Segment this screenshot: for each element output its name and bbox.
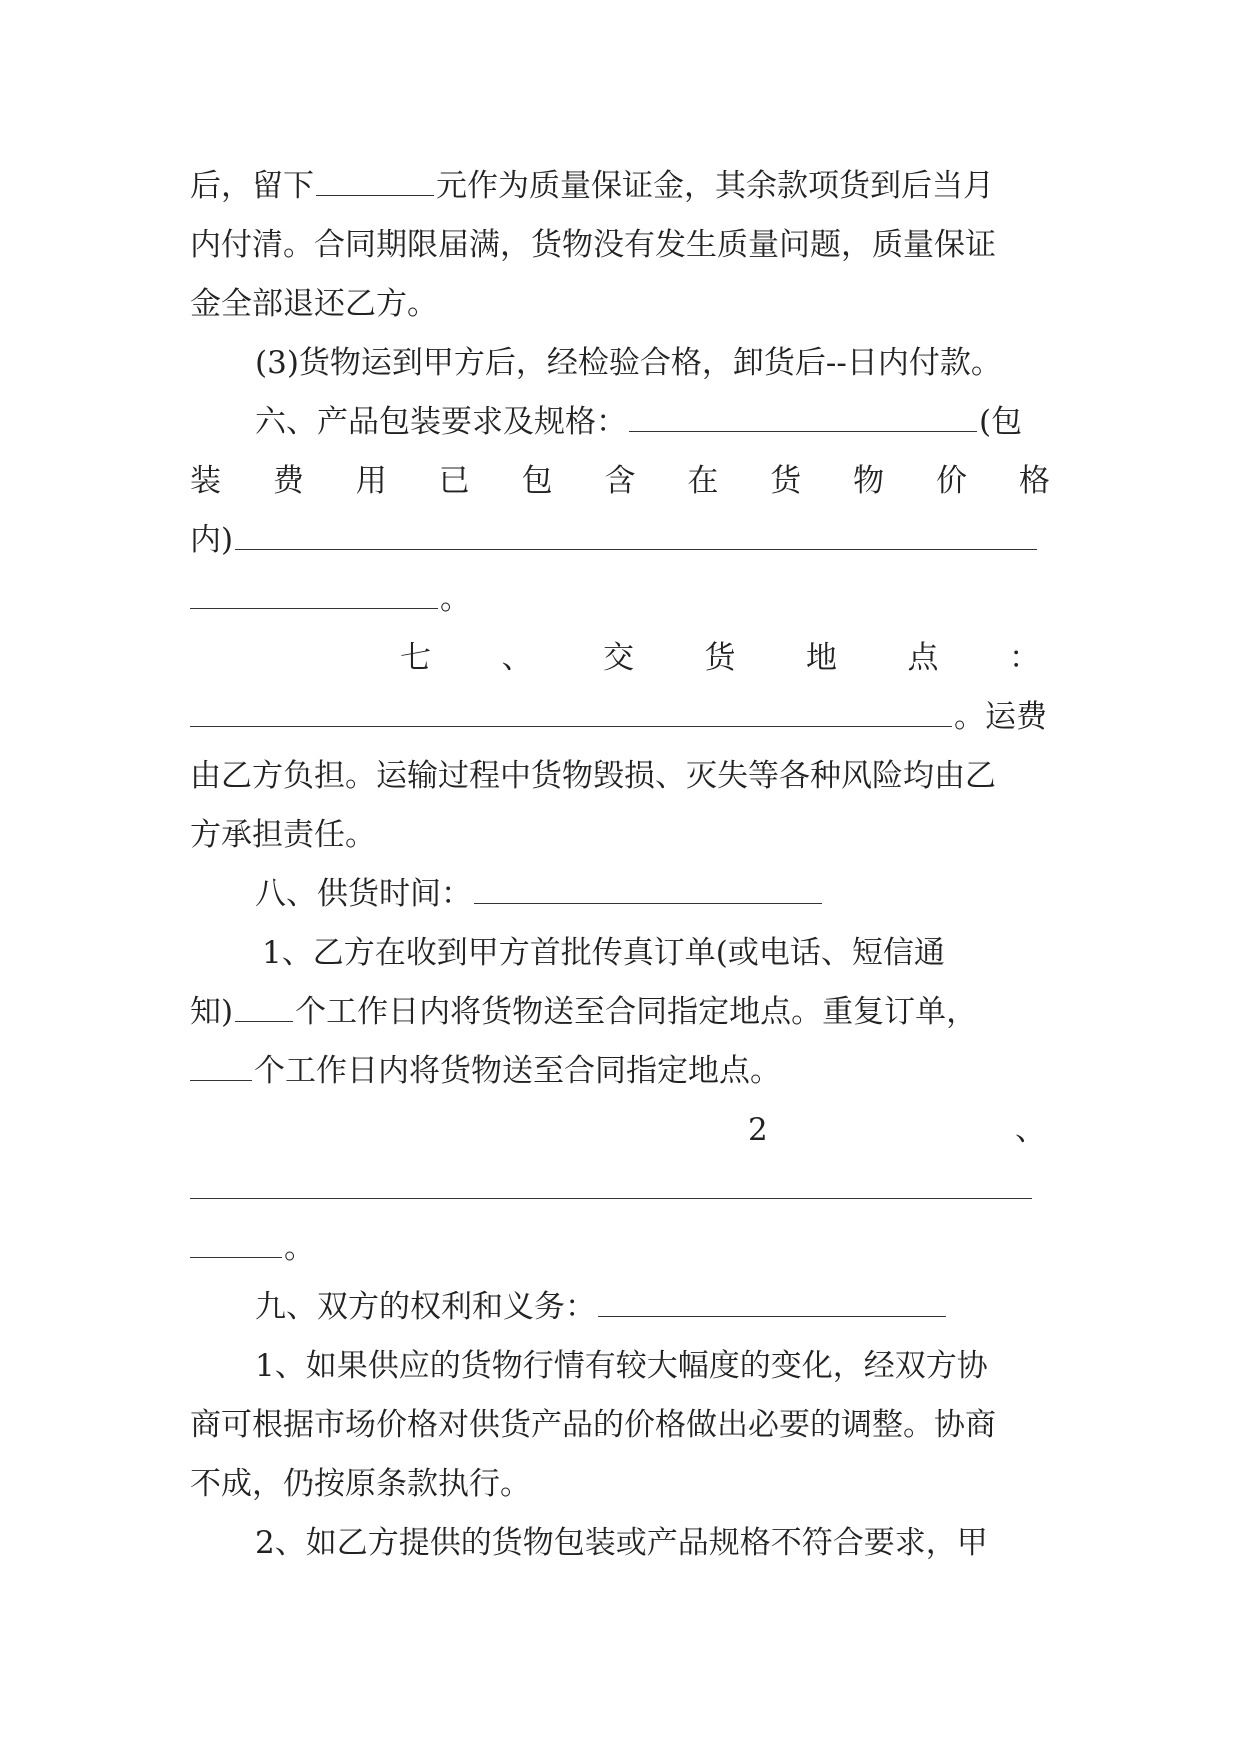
char: 包 (521, 463, 553, 499)
blank-underline (598, 1286, 946, 1317)
text-segment: (包 (979, 404, 1023, 440)
text-segment: 六、产品包装要求及规格： (255, 404, 627, 440)
text-segment: 八、供货时间： (255, 876, 472, 912)
text-segment: 。运费 (954, 699, 1047, 735)
text-line (190, 1160, 1050, 1218)
char: 交 (603, 640, 634, 676)
text-segment: 知) (190, 994, 234, 1030)
text-segment: 。 (440, 581, 471, 617)
blank-underline (190, 1227, 282, 1258)
char: 点 (907, 640, 939, 676)
blank-underline (190, 1050, 252, 1081)
text-line (190, 1219, 1050, 1277)
char: 地 (806, 640, 837, 676)
text-line: 内付清。合同期限届满，货物没有发生质量问题，质量保证 (190, 227, 996, 263)
text-line: (3)货物运到甲方后，经检验合格，卸货后--日内付款。 (255, 345, 1002, 381)
text-line: 2、如乙方提供的货物包装或产品规格不符合要求，甲 (255, 1525, 988, 1561)
text-line (255, 1278, 1050, 1336)
text-line: 商可根据市场价格对供货产品的价格做出必要的调整。协商 (190, 1407, 996, 1443)
text-segment: 元作为质量保证金，其余款项货到后当月 (436, 168, 994, 204)
char: 已 (438, 463, 470, 499)
char: 含 (604, 463, 636, 499)
text-line (255, 865, 1050, 923)
text-line (190, 157, 1050, 215)
text-segment: 九、双方的权利和义务： (255, 1289, 596, 1325)
text-line (190, 1042, 1050, 1100)
justified-line (400, 629, 1040, 687)
text-line: 由乙方负担。运输过程中货物毁损、灭失等各种风险均由乙 (190, 758, 996, 794)
justified-line (190, 452, 1050, 510)
char: 用 (355, 463, 387, 499)
text-line (190, 688, 1050, 746)
char: 在 (687, 463, 719, 499)
char: 格 (1018, 463, 1050, 499)
blank-underline (190, 696, 952, 727)
text-segment: 。 (284, 1230, 315, 1266)
blank-underline (190, 578, 438, 609)
justified-line (748, 1101, 1046, 1159)
text-segment: 后，留下 (190, 168, 314, 204)
char: 价 (936, 463, 968, 499)
blank-underline (235, 991, 293, 1022)
text-segment: 个工作日内将货物送至合同指定地点。重复订单， (295, 994, 978, 1030)
char: 物 (853, 463, 885, 499)
char: 、 (1015, 1112, 1046, 1148)
text-line: 1、如果供应的货物行情有较大幅度的变化，经双方协 (255, 1348, 988, 1384)
char: ： (1009, 640, 1040, 676)
blank-underline (235, 519, 1037, 550)
text-line: 不成，仍按原条款执行。 (190, 1466, 531, 1502)
char: 货 (770, 463, 802, 499)
text-line: 方承担责任。 (190, 817, 376, 853)
text-line (190, 983, 1050, 1041)
text-line (190, 570, 1050, 628)
text-segment: 个工作日内将货物送至合同指定地点。 (254, 1053, 781, 1089)
blank-underline (474, 873, 822, 904)
blank-underline (190, 1168, 1032, 1199)
char: 费 (272, 463, 304, 499)
char: 、 (501, 640, 533, 676)
text-segment: 内) (190, 522, 234, 558)
text-line: 1、乙方在收到甲方首批传真订单(或电话、短信通 (262, 935, 945, 971)
char: 装 (190, 463, 221, 499)
text-line (190, 511, 1050, 569)
char: 货 (704, 640, 736, 676)
char: 七 (400, 640, 431, 676)
text-line (255, 393, 1050, 451)
blank-underline (629, 401, 977, 432)
blank-underline (316, 165, 434, 196)
text-line: 金全部退还乙方。 (190, 286, 438, 322)
char: 2 (748, 1112, 768, 1148)
